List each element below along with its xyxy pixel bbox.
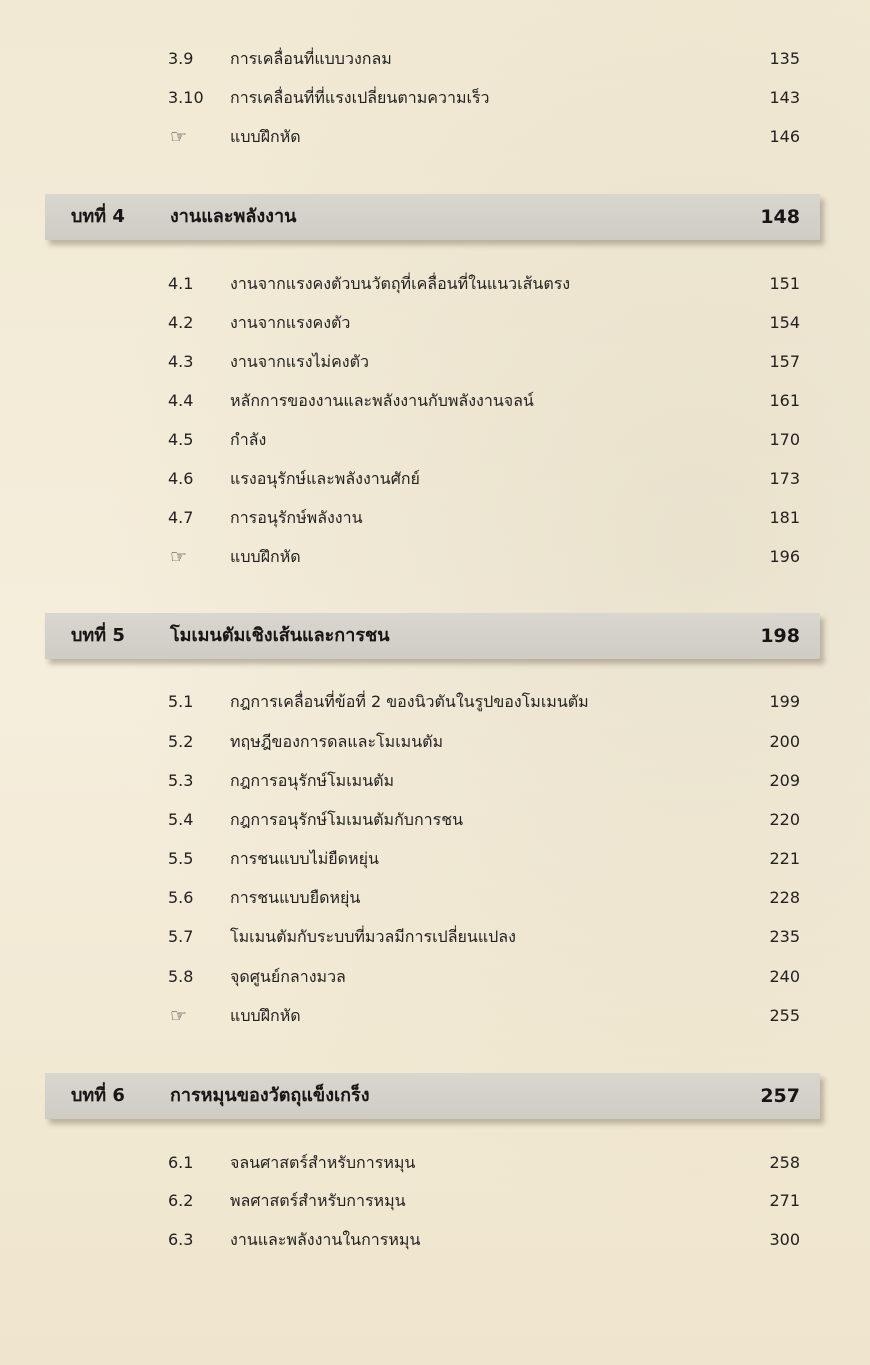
toc-entry-5-7[interactable] [0,917,870,957]
page-number: 151 [769,274,800,293]
page-number: 196 [769,547,800,566]
section-number: 5.5 [168,849,194,868]
page-number: 258 [769,1153,800,1172]
section-number: 5.2 [168,732,194,751]
section-title: แบบฝึกหัด [230,127,301,146]
page-number: 228 [769,888,800,907]
section-title: แบบฝึกหัด [230,1006,301,1025]
page-number: 220 [769,810,800,829]
toc-entry-5-8[interactable] [0,957,870,997]
chapter-label: บทที่ 6 [71,1085,125,1106]
section-number: 5.4 [168,810,194,829]
toc-entry-exercise-ch4[interactable] [0,537,870,577]
section-title: งานจากแรงคงตัว [230,313,351,332]
page-number: 221 [769,849,800,868]
section-title: กำลัง [230,430,267,449]
section-number: 6.2 [168,1191,194,1210]
chapter-4-header[interactable] [45,194,820,240]
pointing-hand-icon: ☞ [170,1005,188,1027]
section-title: แรงอนุรักษ์และพลังงานศักย์ [230,469,420,488]
section-title: ทฤษฎีของการดลและโมเมนตัม [230,732,444,751]
section-number: 5.6 [168,888,194,907]
page-number: 135 [769,49,800,68]
page-number: 170 [769,430,800,449]
section-title: การชนแบบยืดหยุ่น [230,888,361,907]
section-number: 4.1 [168,274,194,293]
section-number: 4.4 [168,391,194,410]
toc-entry-4-7[interactable] [0,498,870,538]
chapter-label: บทที่ 4 [71,206,125,227]
section-title: การอนุรักษ์พลังงาน [230,508,363,527]
section-number: 5.8 [168,967,194,986]
toc-entry-5-3[interactable] [0,761,870,801]
section-title: การชนแบบไม่ยืดหยุ่น [230,849,379,868]
toc-entry-5-6[interactable] [0,878,870,918]
section-title: หลักการของงานและพลังงานกับพลังงานจลน์ [230,391,534,410]
toc-entry-4-4[interactable] [0,381,870,421]
toc-entry-4-3[interactable] [0,342,870,382]
page-number: 240 [769,967,800,986]
section-title: จลนศาสตร์สำหรับการหมุน [230,1153,416,1172]
chapter-page: 257 [760,1085,800,1107]
page-number: 209 [769,771,800,790]
section-title: กฎการเคลื่อนที่ข้อที่ 2 ของนิวตันในรูปของโมเมนตัม [230,692,589,711]
page-number: 181 [769,508,800,527]
toc-entry-6-1[interactable] [0,1143,870,1183]
section-title: งานจากแรงไม่คงตัว [230,352,369,371]
page-number: 255 [769,1006,800,1025]
section-number: 6.1 [168,1153,194,1172]
pointing-hand-icon: ☞ [170,546,188,568]
toc-entry-4-2[interactable] [0,303,870,343]
section-title: การเคลื่อนที่ที่แรงเปลี่ยนตามความเร็ว [230,88,490,107]
page-number: 235 [769,927,800,946]
toc-entry-exercise-ch5[interactable] [0,996,870,1036]
section-number: 5.1 [168,692,194,711]
chapter-6-header[interactable] [45,1073,820,1119]
page-number: 200 [769,732,800,751]
section-number: 5.3 [168,771,194,790]
section-number: 4.5 [168,430,194,449]
toc-entry-5-2[interactable] [0,722,870,762]
chapter-title: โมเมนตัมเชิงเส้นและการชน [170,625,390,646]
section-title: กฎการอนุรักษ์โมเมนตัมกับการชน [230,810,464,829]
section-title: งานและพลังงานในการหมุน [230,1230,421,1249]
toc-entry-5-5[interactable] [0,839,870,879]
chapter-title: การหมุนของวัตถุแข็งเกร็ง [170,1085,370,1106]
section-title: จุดศูนย์กลางมวล [230,967,346,986]
section-title: แบบฝึกหัด [230,547,301,566]
toc-entry-6-3[interactable] [0,1220,870,1260]
toc-entry-4-5[interactable] [0,420,870,460]
page-number: 146 [769,127,800,146]
chapter-label: บทที่ 5 [71,625,125,646]
toc-entry-3-9[interactable] [0,39,870,79]
toc-entry-5-4[interactable] [0,800,870,840]
section-number: 6.3 [168,1230,194,1249]
page-number: 271 [769,1191,800,1210]
page-number: 173 [769,469,800,488]
toc-entry-5-1[interactable] [0,682,870,722]
chapter-5-header[interactable] [45,613,820,659]
section-number: 3.10 [168,88,204,107]
section-number: 4.7 [168,508,194,527]
chapter-page: 198 [760,625,800,647]
toc-entry-3-10[interactable] [0,78,870,118]
toc-entry-4-1[interactable] [0,264,870,304]
chapter-page: 148 [760,206,800,228]
page-number: 154 [769,313,800,332]
section-number: 4.2 [168,313,194,332]
section-title: พลศาสตร์สำหรับการหมุน [230,1191,406,1210]
section-number: 5.7 [168,927,194,946]
section-title: การเคลื่อนที่แบบวงกลม [230,49,392,68]
section-number: 3.9 [168,49,194,68]
page-number: 300 [769,1230,800,1249]
toc-entry-6-2[interactable] [0,1181,870,1221]
section-title: โมเมนตัมกับระบบที่มวลมีการเปลี่ยนแปลง [230,927,516,946]
page-number: 143 [769,88,800,107]
section-title: งานจากแรงคงตัวบนวัตถุที่เคลื่อนที่ในแนวเส้นตรง [230,274,571,293]
toc-entry-exercise-ch3[interactable] [0,117,870,157]
toc-entry-4-6[interactable] [0,459,870,499]
chapter-title: งานและพลังงาน [170,206,297,227]
section-number: 4.3 [168,352,194,371]
page-number: 199 [769,692,800,711]
section-number: 4.6 [168,469,194,488]
pointing-hand-icon: ☞ [170,126,188,148]
page-number: 161 [769,391,800,410]
page-number: 157 [769,352,800,371]
section-title: กฎการอนุรักษ์โมเมนตัม [230,771,395,790]
